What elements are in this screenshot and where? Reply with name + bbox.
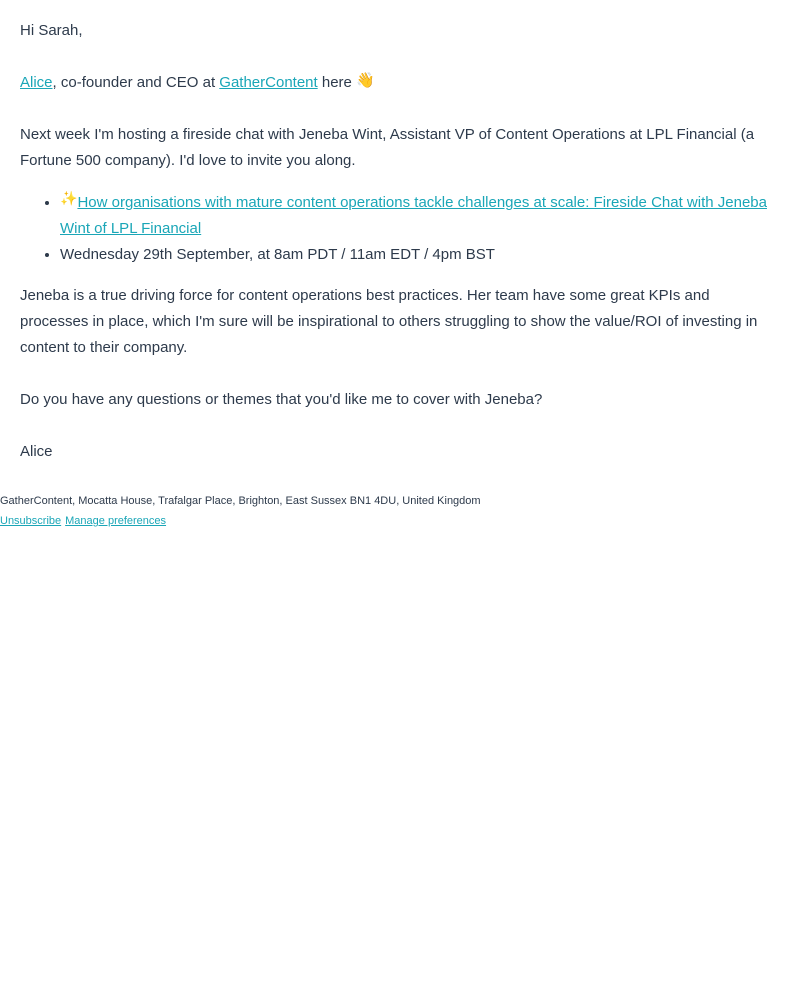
intro-middle-text: , co-founder and CEO at [52,74,220,91]
intro-paragraph [20,70,780,96]
event-details-list [20,189,780,268]
event-registration-link[interactable]: How organisations with mature content operations tackle challenges at scale: Fireside Chat with Jeneba Wint of LPL Financial [60,194,767,237]
manage-preferences-link[interactable]: Manage preferences [65,515,167,527]
footer-links [0,511,800,531]
signoff: Alice [20,443,53,460]
footer-address: GatherContent, Mocatta House, Trafalgar Place, Brighton, East Sussex BN1 4DU, United Kingdom [0,495,481,507]
company-link[interactable]: GatherContent [219,74,318,91]
email-body [0,0,800,465]
invite-paragraph: Next week I'm hosting a fireside chat with Jeneba Wint, Assistant VP of Content Operations at LPL Financial (a Fortune 500 company). I'd love to invite you along. [20,126,755,169]
email-footer [0,491,800,531]
event-title-item [60,189,780,242]
unsubscribe-link[interactable]: Unsubscribe [0,515,62,527]
intro-tail-text: here [317,74,357,91]
event-datetime-item: • Wednesday 29th September, at 8am PDT / 11am EDT / 4pm BST [60,242,780,268]
sparkles-icon: ✨ [60,190,78,206]
waving-hand-icon: 👋 [356,72,375,89]
about-paragraph: Jeneba is a true driving force for content operations best practices. Her team have some great KPIs and processes in place, which I'm sure will be inspirational to others struggling to show the value/ROI of investing in content to their company. [20,287,758,356]
greeting: Hi Sarah, [20,22,83,39]
question-paragraph: Do you have any questions or themes that you'd like me to cover with Jeneba? [20,391,543,408]
sender-link[interactable]: Alice [20,74,53,91]
